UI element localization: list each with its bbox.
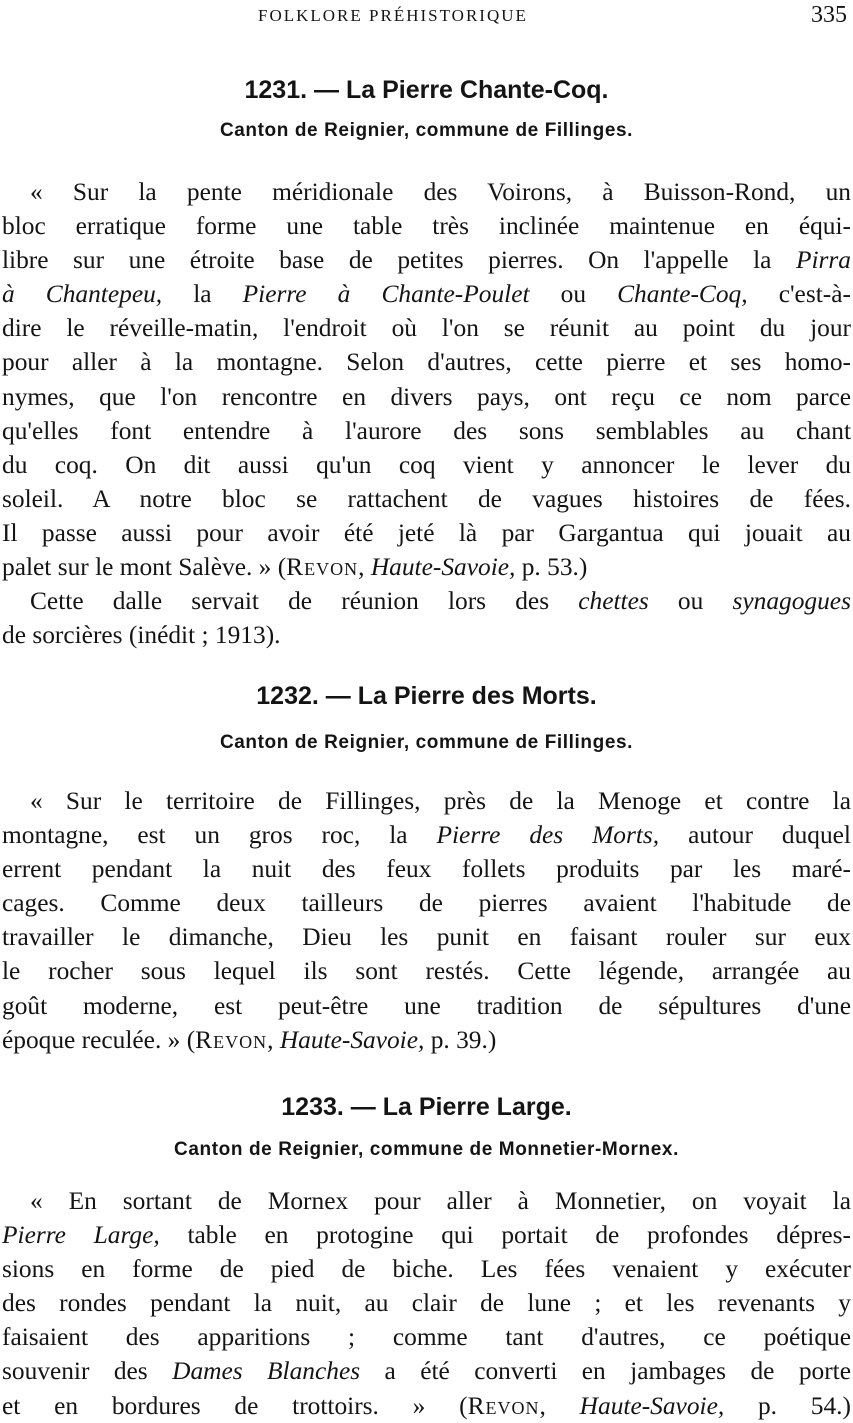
entry-subtitle-1233: Canton de Reignier, commune de Monnetier-Mornex. bbox=[174, 1139, 679, 1160]
entry-number: 1232. bbox=[256, 682, 319, 710]
author-name: Revon bbox=[195, 1025, 268, 1054]
text-line: goût moderne, est peut-être une tradition de sépultures d'une bbox=[2, 991, 851, 1020]
entry-title-text: La Pierre des Morts. bbox=[357, 682, 597, 710]
text-line: montagne, est un gros roc, la Pierre des Morts, autour duquel bbox=[2, 821, 851, 850]
text-line: des rondes pendant la nuit, au clair de lune ; et les revenants y bbox=[2, 1289, 851, 1318]
text-line: « Sur le territoire de Fillinges, près de la Menoge et contre la bbox=[30, 787, 851, 815]
entry-number: 1231. bbox=[244, 76, 308, 104]
text-line: le rocher sous lequel ils sont restés. Cette légende, arrangée au bbox=[2, 957, 851, 986]
entry-title-text: La Pierre Large. bbox=[382, 1093, 572, 1121]
author-name: Revon bbox=[286, 553, 359, 582]
running-title: FOLKLORE PRÉHISTORIQUE bbox=[258, 6, 528, 25]
entry-title-text: La Pierre Chante-Coq. bbox=[345, 76, 609, 104]
entry-text-1231 bbox=[2, 175, 851, 652]
text-line: errent pendant la nuit des feux follets produits par les maré- bbox=[2, 855, 851, 884]
text-line: époque reculée. » (Revon, Haute-Savoie, p. 39.) bbox=[2, 1025, 497, 1054]
entry-dash: — bbox=[325, 682, 351, 710]
running-header bbox=[0, 4, 853, 32]
text-line: et en bordures de trottoirs. » (Revon, Haute-Savoie, p. 54.) bbox=[2, 1391, 851, 1420]
book-title: Haute-Savoie, bbox=[579, 1391, 725, 1420]
entry-text-1233 bbox=[2, 1184, 851, 1423]
italic-term: Pierre Large, bbox=[2, 1221, 160, 1250]
entry-number: 1233. bbox=[281, 1093, 344, 1121]
text-line: sions en forme de pied de biche. Les fées venaient y exécuter bbox=[2, 1255, 851, 1284]
entry-title-1232 bbox=[0, 682, 853, 711]
text-line: soleil. A notre bloc se rattachent de vagues histoires de fées. bbox=[2, 484, 851, 513]
entry-title-1231 bbox=[0, 76, 853, 105]
book-title: Haute-Savoie, bbox=[279, 1025, 425, 1054]
entry-title-1233 bbox=[0, 1093, 853, 1122]
text-line: palet sur le mont Salève. » (Revon, Haute-Savoie, p. 53.) bbox=[2, 553, 588, 582]
entry-text-1232 bbox=[2, 784, 851, 1057]
text-line: nymes, que l'on rencontre en divers pays, ont reçu ce nom parce bbox=[2, 382, 851, 411]
entry-dash: — bbox=[314, 76, 339, 104]
text-line: à Chantepeu, la Pierre à Chante-Poulet ou Chante-Coq, c'est-à- bbox=[2, 280, 851, 309]
text-line: Il passe aussi pour avoir été jeté là par Gargantua qui jouait au bbox=[2, 518, 851, 547]
text-line: qu'elles font entendre à l'aurore des sons semblables au chant bbox=[2, 416, 851, 445]
text-line: dire le réveille-matin, l'endroit où l'on se réunit au point du jour bbox=[2, 314, 851, 343]
text-line: libre sur une étroite base de petites pierres. On l'appelle la Pirra bbox=[2, 246, 851, 275]
text-line: « Sur la pente méridionale des Voirons, à Buisson-Rond, un bbox=[30, 178, 851, 206]
author-name: Revon bbox=[467, 1391, 540, 1420]
text-line: souvenir des Dames Blanches a été converti en jambages de porte bbox=[2, 1357, 851, 1386]
text-line: du coq. On dit aussi qu'un coq vient y annoncer le lever du bbox=[2, 450, 851, 479]
entry-subtitle-1231: Canton de Reignier, commune de Fillinges. bbox=[219, 120, 634, 141]
text-line: « En sortant de Mornex pour aller à Monnetier, on voyait la bbox=[30, 1187, 851, 1215]
italic-term: Pirra bbox=[795, 246, 851, 275]
text-line: cages. Comme deux tailleurs de pierres avaient l'habitude de bbox=[2, 889, 851, 918]
entry-dash: — bbox=[350, 1093, 376, 1121]
page-number: 335 bbox=[811, 2, 847, 28]
text-line: Cette dalle servait de réunion lors des chettes ou synagogues bbox=[30, 587, 851, 616]
text-line: faisaient des apparitions ; comme tant d'autres, ce poétique bbox=[2, 1323, 851, 1352]
italic-term: Dames Blanches bbox=[172, 1357, 361, 1386]
text-line: travailler le dimanche, Dieu les punit en faisant rouler sur eux bbox=[2, 923, 851, 952]
text-line: de sorcières (inédit ; 1913). bbox=[2, 621, 281, 650]
text-line: pour aller à la montagne. Selon d'autres, cette pierre et ses homo- bbox=[2, 348, 851, 377]
italic-term: Pierre des Morts, bbox=[436, 821, 660, 850]
text-line: bloc erratique forme une table très inclinée maintenue en équi- bbox=[2, 212, 851, 241]
entry-subtitle-1232: Canton de Reignier, commune de Fillinges. bbox=[219, 732, 634, 753]
book-title: Haute-Savoie, bbox=[370, 553, 516, 582]
text-line: Pierre Large, table en protogine qui portait de profondes dépres- bbox=[2, 1221, 852, 1250]
